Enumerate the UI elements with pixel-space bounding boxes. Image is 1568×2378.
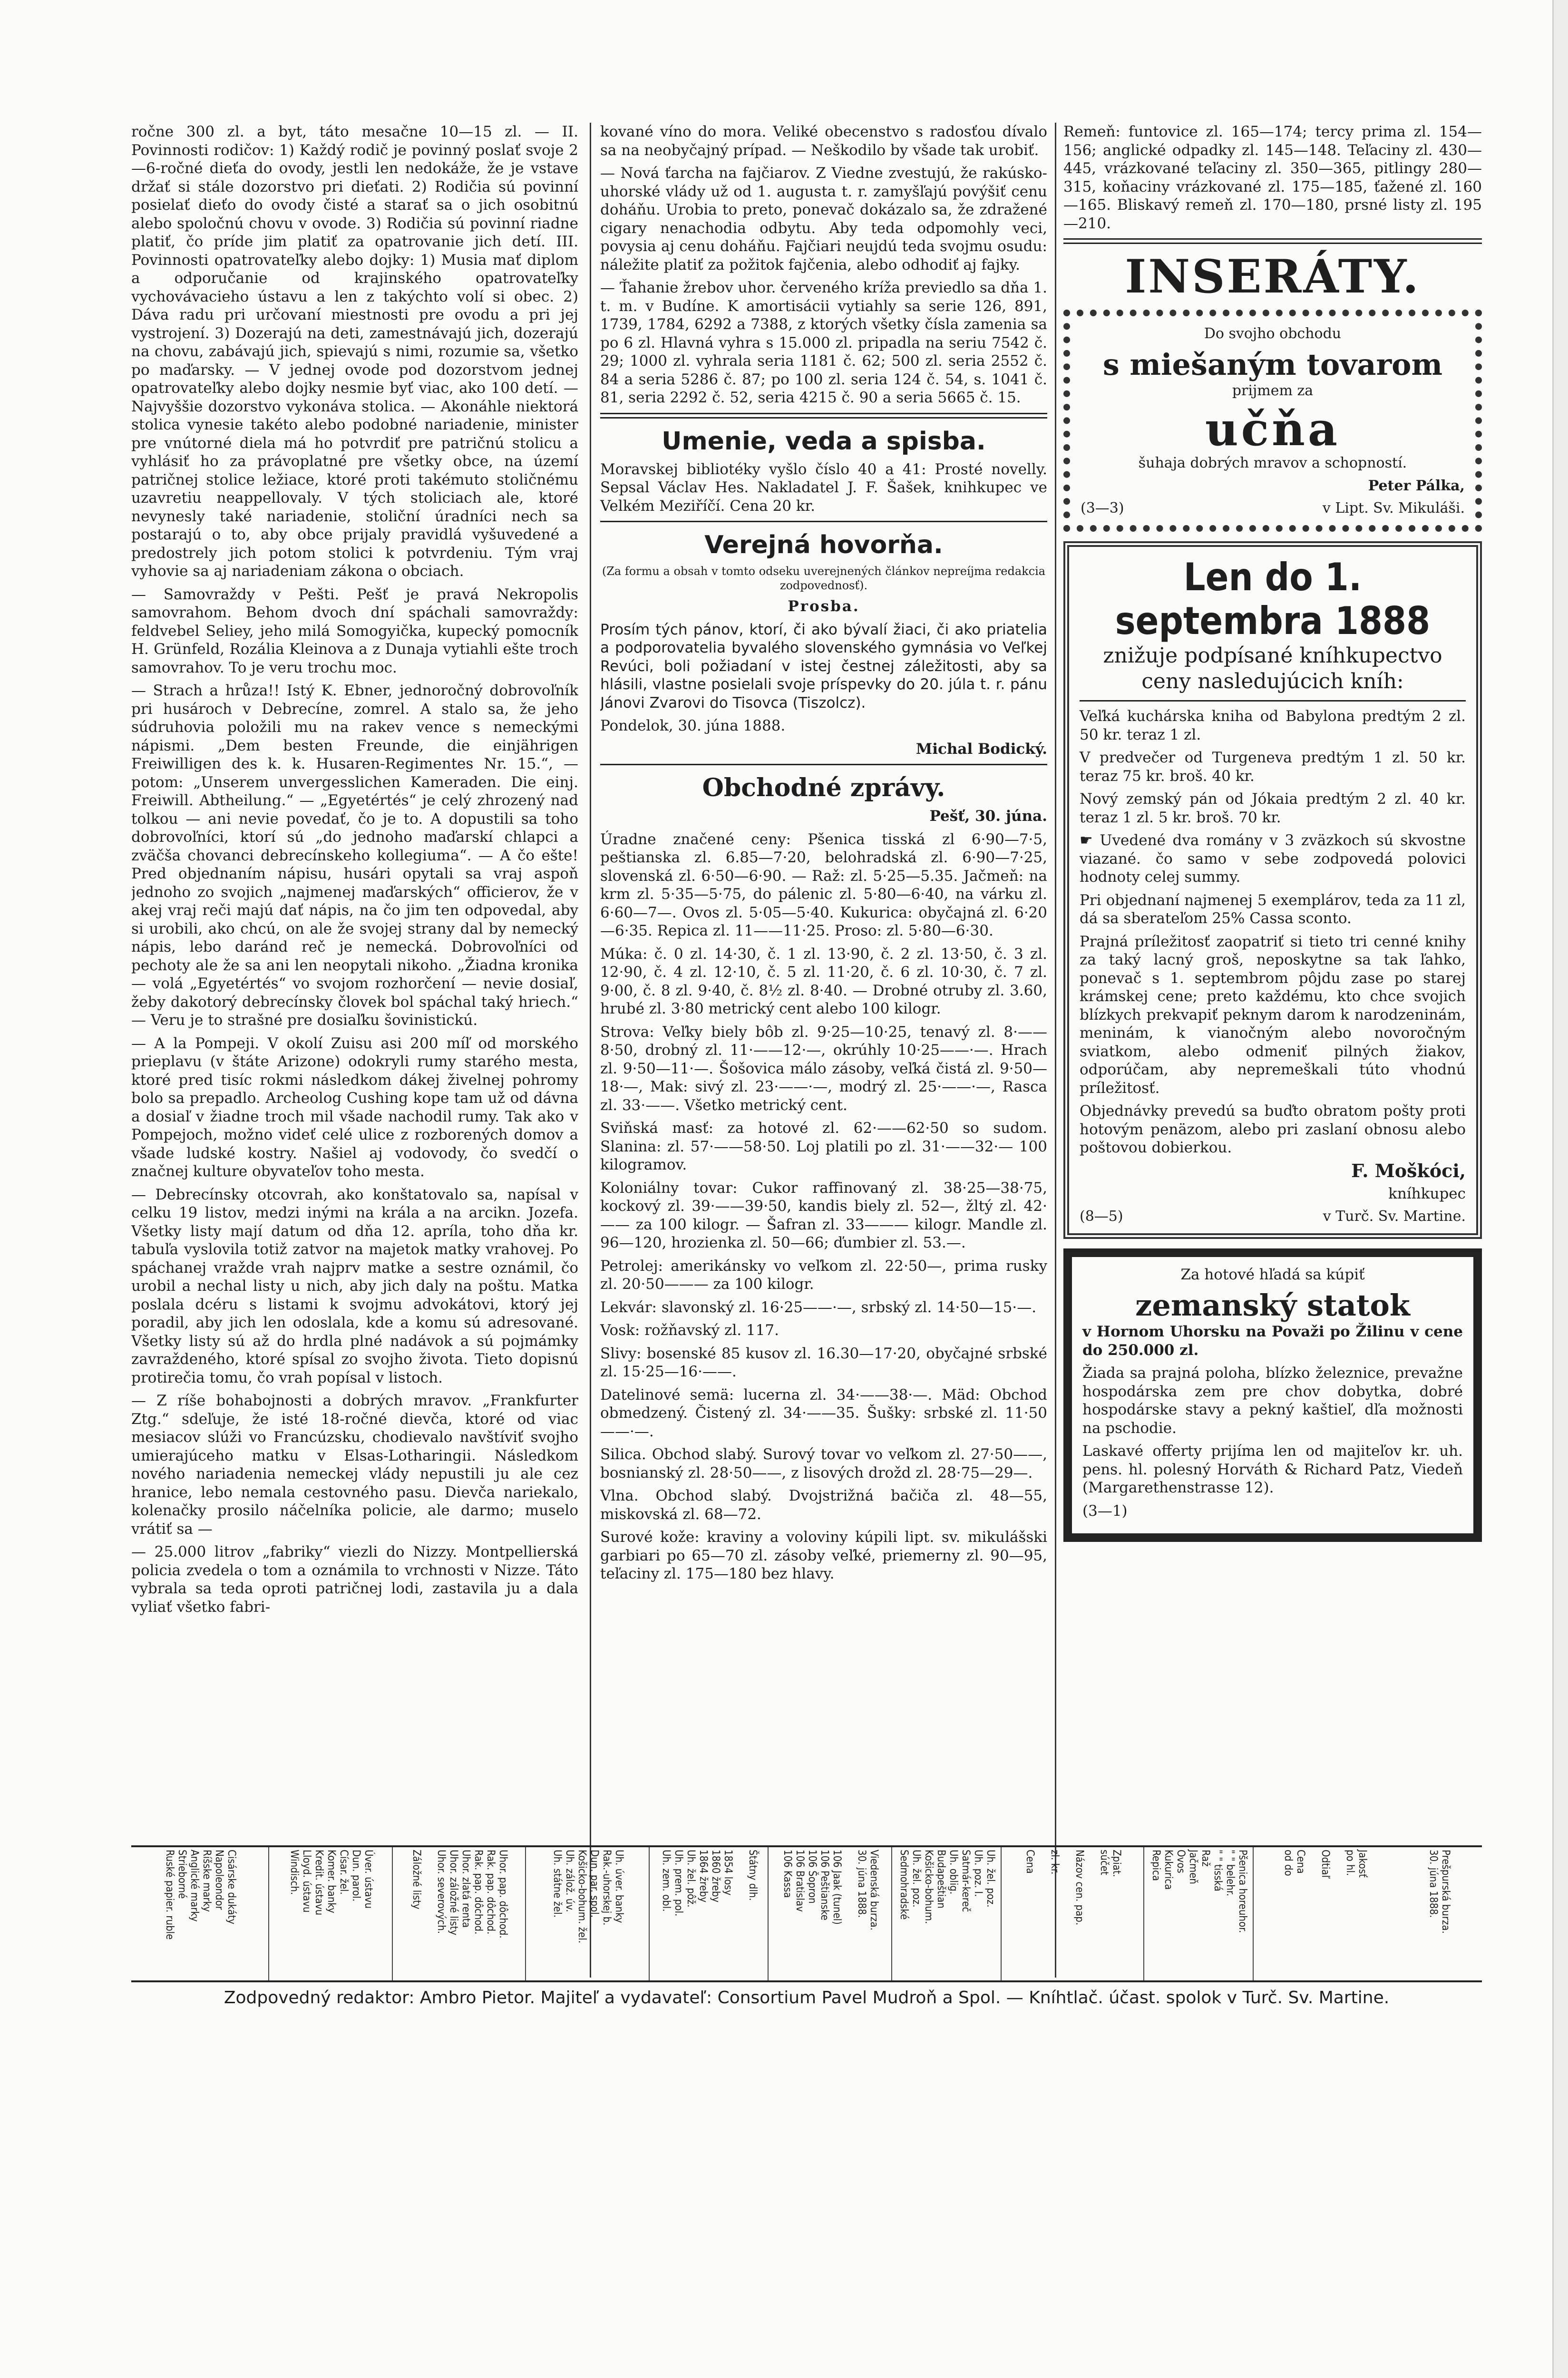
ad2-headline: Len do 1. septembra 1888	[1115, 555, 1431, 643]
article-debrecinsky-otcovrah: — Debrecínsky otcovrah, ako konštatovalo sa, napísal v celku 19 listov, medzi inými na krála a na arcikn. Jozefa. Všetky listy mají datum od dňa 12. apríla, toho dňa kr. tabuľa vyslovila totiž zatvor na majetok matky vrahovej. Po spáchanej vražde vrah najprv matke a sestre oznámil, čo urobil a nechal listy u nich, aby jich daly na poštu. Matka poslala dcéru s listami k svojmu advokátovi, ktorý jej poradil, aby jich len odoslala, kde a komu sú adresované. Všetky listy sú až do hrdla plné nadávok a sú pojmámky zavraždeného, ktoré spísal zo svojho života. Tieto dopisnú protirečia tomu, čo vrah popísal v listoch.	[131, 1186, 578, 1386]
ad3-headline: zemanský statok	[1135, 1288, 1410, 1323]
ad1-line1: Do svojho obchodu	[1204, 325, 1342, 342]
prosba-signature: Michal Bodický.	[915, 740, 1047, 758]
ad1-line5: šuhaja dobrých mravov a schopností.	[1138, 455, 1407, 471]
verejna-disclaimer: (Za formu a obsah v tomto odseku uverejnených článkov nepreíjma redakcia zodpovednosť).	[602, 565, 1046, 592]
obchod-vlna: Vlna. Obchod slabý. Dvojstrižná bačiča zl. 48—55, miskovská zl. 68—72.	[600, 1487, 1047, 1523]
page-edge	[1552, 0, 1568, 2378]
column-divider	[590, 123, 591, 1978]
ad1-place: v Lipt. Sv. Mikuláši.	[1322, 500, 1465, 517]
ad1-headline: s miešaným tovarom	[1102, 347, 1443, 382]
bourse-column: Uhor. pap. dôchod. Rak. pap. dôchod. Rak. pap. dôchod. Uhor. zlatá renta Uhor. záložné listy Uhor. severových. Záložné listy	[392, 1847, 526, 1980]
section-divider	[600, 521, 1047, 522]
prosba-title: Prosba.	[788, 598, 860, 615]
section-divider	[1063, 238, 1482, 244]
ad1-number: (3—3)	[1081, 500, 1124, 517]
section-title-umenie: Umenie, veda a spisba.	[662, 427, 986, 456]
bourse-table	[131, 1845, 1482, 1982]
obchod-svinska-mast: Sviňská masť: za hotové zl. 62·——62·50 so sudom. Slanina: zl. 57·——58·50. Loj platili po zl. 31·——32·— 100 kilogramov.	[600, 1120, 1047, 1173]
prosba-text: Prosím tých pánov, ktorí, či ako bývalí žiaci, či ako priatelia a podporovatelia byvalého slovenského gymnásia vo Veľkej Revúci, boli požiadaní v istej čestnej záležitosti, aby sa hlásili, vlastne posielali svoje príspevky do 20. júla t. r. pánu Jánovi Zvarovi do Tisovca (Tiszolcz).	[600, 621, 1047, 711]
article-a-la-pompeji: — A la Pompeji. V okolí Zuisu asi 200 míľ od morského prieplavu (v štáte Arizone) odokryli rumy starého mesta, ktoré pred tisíc rokmi následkom dákej živelnej pohromy bolo sa prepadlo. Archeolog Cushing kope tam už od dávna a dosiaľ v žiadne troch mil všade nachodil rumy. Tak ako v Pompejoch, možno videť celé ulice z rozborených domov a všade ludské kostry. Našiel aj vodovody, čo svedčí o značnej kulture obyvateľov toho mesta.	[131, 1034, 578, 1180]
section-divider	[600, 413, 1047, 419]
bourse-column: Jakosť po hl. Odtiaľ Cena od do	[1253, 1847, 1396, 1980]
bourse-column: Viedenská burza. 30. júna 1888. 106 Jaak (tunel) 106 Peštianske 106 Šopron 106 Bratislav 106 Kassa	[768, 1847, 892, 1980]
ad-knihkupectvo	[1063, 541, 1482, 1239]
obchod-vosk: Vosk: rožňavský zl. 117.	[600, 1322, 779, 1339]
inserty-title: INSERÁTY.	[1125, 250, 1421, 303]
bourse-column: Zpiat. súčet Názov cen. pap. zl. kr. Cena	[1001, 1847, 1144, 1980]
ad3-line1: Za hotové hľadá sa kúpiť	[1180, 1266, 1365, 1283]
obchod-slivy: Slivy: bosenské 85 kusov zl. 16.30—17·20, obyčajné srbské zl. 15·25—16·——.	[600, 1345, 1047, 1380]
ad2-note4: Objednávky prevedú sa buďto obratom pošty proti hotovým penäzom, alebo pri zaslaní obnosu alebo poštovou dobierkou.	[1080, 1102, 1466, 1156]
article-samovrazdy: — Samovraždy v Pešti. Pešť je pravá Nekropolis samovrahom. Behom dvoch dní spáchali samovraždy: feldvebel Seliey, jeho milá Somogyička, kupecký pomocník H. Grünfeld, Rozália Kleinova a z Dunaja vytiahli ešte troch samovrahov. To je veru trochu moc.	[131, 585, 578, 676]
prosba-date: Pondelok, 30. júna 1888.	[600, 717, 786, 734]
ad2-note1: Uvedené dva romány v 3 zväzkoch sú skvostne viazané. čo samo v sebe zodpovedá polovici hodnoty celej summy.	[1080, 832, 1466, 886]
bourse-column: Úver. ústavu Dun. parol. Císar. žel. Komer. banky Kredit. ústavu Lloyd. ústavu Windisch.	[268, 1847, 393, 1980]
article-ovody-rules: ročne 300 zl. a byt, táto mesačne 10—15 zl. — II. Povinnosti rodičov: 1) Každý rodič je povinný poslať svoje 2—6-ročné dieťa do ovody, jestli len nedokáže, že je vstave držať si stále dozorstvo pri dieťati. 2) Rodičia sú povinní posielať dieťo do ovody čisté a starať sa o jich osobitnú alebo spoločnú chovu v ovode. 3) Rodičia sú povinní riadne platiť, čo príde jim platiť za opatrovanie jich detí. III. Povinnosti opatrovateľky alebo dojky: 1) Musia mať diplom a odporučanie od krajinského opatrovateľky vychovávacieho ústavu a len z takýchto volí si obec. 2) Dáva radu pri určovaní miestnosti pre ovodu a pri jej vystrojení. 3) Dozerajú na deti, zamestnávajú jich, dozerajú na chovu, zabávajú jich, spievajú s nimi, rozumie sa, všetko po maďarsky. — V jednej ovode pod dozorstvom jednej opatrovateľky alebo dojky nesmie byť viac, ako 100 detí. — Najvyššie dozorstvo vykonáva stolica. — Akonáhle niektorá stolica vynesie takéto alebo podobné nariadenie, minister pre vnútorné diela má ho potvrdiť pre patričnú stolicu a vyhlásiť ho za právoplatné pre všetky obce, na území patričnej stolice ležiace, ktoré proti takémuto stoličnému uzavretiu neappellovaly. V tých stoliciach ale, ktoré nevynesly také nariadenie, stoliční úradníci nech sa postarajú o to, aby obce prijaly pravidlá vyšuvedené a predostrely jich potom stolici k potvrdeniu. Tým vraj vyhovie sa aj nariadeniam zákona o obciach.	[131, 123, 578, 580]
ad2-book2: V predvečer od Turgeneva predtým 1 zl. 50 kr. teraz 75 kr. broš. 40 kr.	[1080, 749, 1466, 785]
ad-ucna	[1063, 310, 1482, 532]
bourse-column: Cisárske dukáty Napoleondor Ríšske marky Anglické marky Strieborné Ruské papier. ruble	[131, 1847, 269, 1980]
ad2-number: (8—5)	[1080, 1208, 1123, 1225]
column-divider	[1055, 123, 1056, 1978]
bourse-column: Štátny dlh. 1854 losy 1860 žreby 1864 žreby Uh. žel. pôž. Uh. prem. pol. Uh. zem. obl.	[649, 1847, 769, 1980]
column-2	[600, 123, 1047, 1825]
obchod-lekvar: Lekvár: slavonský zl. 16·25——·—, srbský zl. 14·50—15·—.	[600, 1298, 1037, 1316]
obchod-place-date: Pešť, 30. júna.	[929, 808, 1047, 825]
ad1-name: Peter Pálka,	[1368, 478, 1465, 494]
ad2-divider	[1080, 700, 1466, 702]
ad1-ucna: učňa	[1205, 402, 1341, 456]
ad3-number: (3—1)	[1082, 1502, 1128, 1520]
article-tahanie-zrebov: — Ťahanie žrebov uhor. červeného kríža previedlo sa dňa 1. t. m. v Budíne. K amortisácii vytiahly sa serie 126, 891, 1739, 1784, 6292 a 7388, z ktorých všetky čísla zamenia sa po 6 zl. Hlavná vyhra s 15.000 zl. pripadla na seriu 7542 č. 29; 1000 zl. vyhrala seria 1181 č. 62; 500 zl. seria 2552 č. 84 a seria 5286 č. 87; po 100 zl. seria 124 č. 54, s. 1041 č. 81, seria 2292 č. 52, seria 4215 č. 90 a seria 5665 č. 15.	[600, 279, 1047, 406]
bourse-column: Uh. žel. poz. Uh. poz. I. Satmár-kereč Uh. oblig. Budapeštian Košicko-bohum. Uh. žel. poz. Sedmohradské	[891, 1847, 1002, 1980]
ad2-place: v Turč. Sv. Martine.	[1323, 1208, 1466, 1225]
article-25000-litrov: — 25.000 litrov „fabriky“ viezli do Nizzy. Montpellierská policia zvedela o tom a oznámila to vrchnosti v Nizze. Táto vybrala sa teda oproti patričnej lodi, zastavila ju a dala vyliať všetko fabri-	[131, 1543, 578, 1616]
ad2-book1: Veľká kuchárska kniha od Babylona predtým 2 zl. 50 kr. teraz 1 zl.	[1080, 708, 1466, 743]
pointing-hand-icon: ☛	[1080, 832, 1100, 849]
column-1	[131, 123, 578, 1825]
ad2-note3: Prajná príležitosť zaopatriť si tieto tri cenné knihy za taký lacný groš, neposkytne sa tak ľahko, ponevač s 1. septembrom pôjdu zase po starej krámskej cene; preto každému, kto chce svojich blízkych prekvapiť peknym darom k narodzeninám, meninám, k vianočným alebo novoročným sviatkom, alebo odmeniť pilných žiakov, odporúčam, aby nepremeškali túto vhodnú príležitosť.	[1080, 933, 1466, 1097]
ad3-line2: v Hornom Uhorsku na Považi po Žilinu v cene do 250.000 zl.	[1082, 1323, 1463, 1359]
bourse-column: Prešpurská burza. 30. júna 1888.	[1427, 1850, 1451, 1934]
ad2-subheadline: znižuje podpísané kníhkupectvo ceny nasledujúcich kníh:	[1103, 643, 1442, 693]
umenie-text: Moravskej bibliotéky vyšlo číslo 40 a 41: Prosté novelly. Sepsal Václav Hes. Nakladatel J. F. Šašek, knihkupec ve Velkém Meziříčí. Cena 20 kr.	[600, 460, 1047, 515]
ad2-book3: Nový zemský pán od Jókaia predtým 2 zl. 40 kr. teraz 1 zl. 5 kr. broš. 70 kr.	[1080, 790, 1466, 826]
ad3-line4: Laskavé offerty prijíma len od majiteľov kr. uh. pens. hl. polesný Horváth & Richard Patz, Viedeň (Margarethenstrasse 12).	[1082, 1442, 1463, 1496]
obchod-silica: Silica. Obchod slabý. Surový tovar vo veľkom zl. 27·50——, bosnianský zl. 28·50——, z lisových drožd zl. 28·75—29—.	[600, 1446, 1047, 1481]
section-title-obchodne: Obchodné zprávy.	[702, 773, 945, 802]
obchod-remen: Remeň: funtovice zl. 165—174; tercy prima zl. 154—156; anglické odpadky zl. 145—148. Teľaciny zl. 430—445, vrázkované teľaciny zl. 350—365, pitlingy 280—315, koňaciny vrázkované zl. 175—185, ťažené zl. 160—165. Bliskavý remeň zl. 170—180, prsné listy zl. 195—210.	[1063, 123, 1482, 232]
obchod-surove-koze: Surové kože: kraviny a voloviny kúpili lipt. sv. mikulášski garbiari po 65—70 zl. zásoby veľké, priemerny zl. 90—95, teľaciny zl. 175—180 bez hlavy.	[600, 1529, 1047, 1582]
ad2-name: F. Moškóci,	[1351, 1160, 1466, 1181]
bourse-column: Pšenica horeuhor. " " belehr. " " tisská Raž Jačmeň Ovos Kukurica Repica	[1143, 1847, 1254, 1980]
obchod-ceny: Úradne značené ceny: Pšenica tisská zl 6·90—7·5, peštianska zl. 6.85—7·20, belohradská zl. 6·90—7·25, slovenská zl. 6·50—6·90. — Raž: zl. 5·25—5.35. Jačmeň: na krm zl. 5·35—5·75, do pálenic zl. 5·80—6·40, na várku zl. 6·60—7—. Ovos zl. 5·05—5·40. Kukurica: obyčajná zl. 6·20—6·35. Repica zl. 11——11·25. Proso: zl. 5·80—6·30.	[600, 830, 1047, 939]
obchod-kolonialny: Koloniálny tovar: Cukor raffinovaný zl. 38·25—38·75, kockový zl. 39·——39·50, kandis biely zl. 52—, žltý zl. 42·—— za 100 kilogr. — Šafran zl. 33——— kilogr. Mandle zl. 96—120, hrozienka zl. 50—66; ďumbier zl. 53.—.	[600, 1179, 1047, 1251]
section-title-verejna-hovorna: Verejná hovorňa.	[704, 531, 943, 559]
bourse-column: Uh. úver. banky Rak.-uhorskej b. Dun. par. spol. Košicko-bohum. žel. Uh. zálož. úv. Uh. státne žel.	[525, 1847, 650, 1980]
ad-zemansky-statok	[1063, 1248, 1482, 1542]
article-strach-hruza: — Strach a hrůza!! Istý K. Ebner, jednoročný dobrovoľník pri husároch v Debrecíne, zomrel. A stalo sa, že jeho súdruhovia položili mu na rakev vence s nemeckými nápismi. „Dem besten Freunde, die einjährigen Freiwilligen des k. k. Husaren-Regimentes Nr. 15.“, — potom: „Unserem unvergesslichen Kameraden. Die einj. Freiwill. Abtheilung.“ — „Egyetértés“ je celý zhrozený nad tolkou — ani nevie povedať, čo je to. A dopustili sa toho dobrovoľníci, ktorí sú „do jednoho maďarskí chlapci a zväčša chovanci debrecínskeho kollegiuma“. — A čo ešte! Pred objednaním nápisu, husári opytali sa vraj aspoň jednoho zo svojich „najmenej maďarských“ officierov, že v akej vraj reči majú dať nápis, na čo jim ten odpovedal, aby si urobili, ako chcú, on ale že svojej strany dal by nemecký nápis, lebo daránd reč je nemecká. Dobrovoľníci od pechoty ale že sa ani len neopytali nikoho. „Žiadna kronika — volá „Egyetértés“ vo svojom rozhorčení — nevie dosiaľ, žeby dakotorý debrecínsky človek bol spáchal taký hriech.“ — Veru je to strašné pre dosiaľku šovinistickú.	[131, 682, 578, 1029]
column-3	[1063, 123, 1482, 1825]
imprint-footer: Zodpovedný redaktor: Ambro Pietor. Majiteľ a vydavateľ: Consortium Pavel Mudroň a Spol. — Kníhtlač. účast. spolok v Turč. Sv. Martine.	[224, 1988, 1390, 2008]
ad1-line3: prijmem za	[1232, 382, 1314, 399]
article-nova-tarcha: — Nová ťarcha na fajčiarov. Z Viedne zvestujú, že rakúsko-uhorské vlády už od 1. augusta t. r. zamyšľajú povýšiť cenu doháňu. Urobia to preto, ponevač dokázalo sa, že zdražené cigary nenachodia odbytu. Aby teda odpomohly veci, povysia aj cenu doháňu. Fajčiari neujdú teda svojmu osudu: náležite platiť za požitok fajčenia, alebo odhodiť aj fajky.	[600, 165, 1047, 273]
ad3-line3: Žiada sa prajná polohа, blízko železnice, prevažne hospodárska zem pre chov dobytka, dobré hospodárske stavy a pekný kaštieľ, dľa možnosti na pschodie.	[1082, 1364, 1463, 1437]
ad2-role: kníhkupec	[1388, 1185, 1466, 1202]
obchod-datelinove: Datelinové semä: lucerna zl. 34·——38·—. Mäd: Obchod obmedzený. Čistený zl. 34·——35. Šušky: srbské zl. 11·50——·—.	[600, 1386, 1047, 1440]
ad2-note2: Pri objednaní najmenej 5 exemplárov, teda za 11 zl, dá sa sberateľom 25% Cassa sconto.	[1080, 891, 1466, 927]
section-divider	[600, 764, 1047, 765]
article-z-rise-bohabojnosti: — Z ríše bohabojnosti a dobrých mravov. „Frankfurter Ztg.“ sdeľuje, že isté 18-ročné dievča, ktoré od viac mesiacov slúži vo Francúzsku, chodievalo navštíviť svojho umierajúceho matku v Elsas-Lotharingii. Následkom nového nariadenia nemeckej vlády nepustili ju ale cez hranice, lebo nemala cestovného pasu. Dievča nariekalo, kolenačky prosilo náčelníka policie, ale darmo; muselo vrátiť sa —	[131, 1392, 578, 1538]
obchod-petrolej: Petrolej: amerikánsky vo veľkom zl. 22·50—, prima rusky zl. 20·50——— za 100 kilogr.	[600, 1257, 1047, 1293]
obchod-muka: Múka: č. 0 zl. 14·30, č. 1 zl. 13·90, č. 2 zl. 13·50, č. 3 zl. 12·90, č. 4 zl. 12·10, č. 5 zl. 11·20, č. 6 zl. 10·30, č. 7 zl. 9·00, č. 8 zl. 9·40, č. 8½ zl. 8·40. — Drobné otruby zl. 3.60, hrubé zl. 3·80 metrický cent alebo 100 kilogr.	[600, 945, 1047, 1017]
article-vino-continued: kované víno do mora. Veliké obecenstvo s radosťou dívalo sa na neobyčajný prípad. — Neškodilo by všade tak urobiť.	[600, 123, 1047, 159]
obchod-strova: Strova: Veľky biely bôb zl. 9·25—10·25, tenavý zl. 8·——8·50, drobný zl. 11·——12·—, okrúhly 10·25——·—. Hrach zl. 9·50—11·—. Šošovica málo zásoby, veľká čistá zl. 9·50—18·—, Mak: sivý zl. 23·——·—, modrý zl. 25·——·—, Rasca zl. 33·——. Všetko metrický cent.	[600, 1023, 1047, 1114]
